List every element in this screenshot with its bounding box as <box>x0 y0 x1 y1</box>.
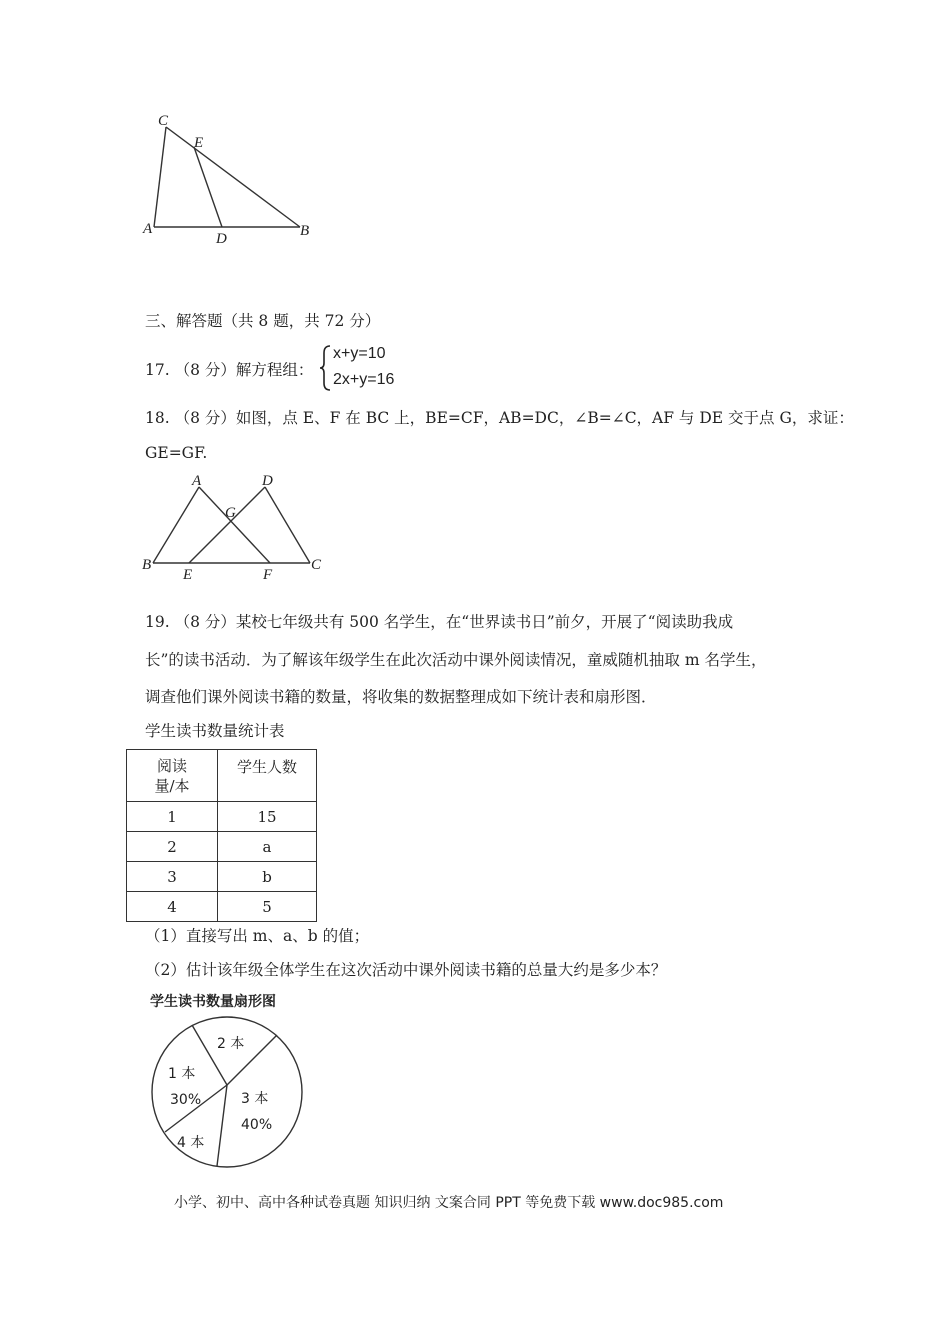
cell-count: b <box>218 862 317 892</box>
slice-boundary-1-2 <box>192 1025 227 1085</box>
label-e: E <box>183 567 193 583</box>
q17-text: 17. （8 分）解方程组： <box>145 361 314 379</box>
segment-cd <box>265 487 310 563</box>
table-row <box>127 862 317 892</box>
footer-text: 小学、初中、高中各种试卷真题 知识归纳 文案合同 PPT 等免费下载 www.doc985.com <box>174 1195 724 1211</box>
equation-2: 2x+y=16 <box>333 371 395 388</box>
section-heading: 三、解答题（共 8 题，共 72 分） <box>145 312 381 330</box>
segment-ca <box>154 127 166 227</box>
slice-boundary-3-4 <box>217 1085 227 1166</box>
label-a: A <box>143 221 153 237</box>
triangles-figure-2 <box>135 465 335 585</box>
cell-amount: 3 <box>127 862 218 892</box>
pie-chart-title: 学生读书数量扇形图 <box>150 994 276 1010</box>
segment-af <box>199 487 270 563</box>
label-f: F <box>263 567 273 583</box>
q19-text-line3: 调查他们课外阅读书籍的数量，将收集的数据整理成如下统计表和扇形图． <box>145 688 657 706</box>
cell-amount: 2 <box>127 832 218 862</box>
label-d: D <box>262 473 273 489</box>
table-header-row <box>127 750 317 802</box>
slice-label-2: 2 本 <box>217 1036 245 1052</box>
cell-amount: 1 <box>127 802 218 832</box>
segment-de <box>189 487 265 563</box>
slice-pct-3: 40% <box>241 1117 273 1133</box>
header-reading-amount-line1: 阅读 <box>156 756 187 775</box>
cell-count: 5 <box>218 892 317 922</box>
table-row <box>127 832 317 862</box>
label-g: G <box>225 505 236 521</box>
label-e: E <box>194 135 204 151</box>
equation-brace <box>318 343 332 393</box>
cell-count: 15 <box>218 802 317 832</box>
label-c: C <box>311 557 322 573</box>
slice-label-4: 4 本 <box>177 1135 205 1151</box>
label-b: B <box>300 223 310 239</box>
label-d: D <box>216 231 227 245</box>
label-a: A <box>192 473 202 489</box>
reading-stats-table <box>126 749 317 922</box>
slice-pct-1: 30% <box>170 1092 202 1108</box>
q19-sub2: （2）估计该年级全体学生在这次活动中课外阅读书籍的总量大约是多少本？ <box>145 961 667 979</box>
slice-label-1: 1 本 <box>168 1066 196 1082</box>
segment-ba <box>153 487 199 563</box>
equation-1: x+y=10 <box>333 345 386 362</box>
q18-text-line1: 18. （8 分）如图，点 E、F 在 BC 上，BE=CF，AB=DC，∠B=∠C，AF 与 DE 交于点 G，求证： <box>145 409 854 427</box>
cell-amount: 4 <box>127 892 218 922</box>
table-title: 学生读书数量统计表 <box>145 722 285 740</box>
segment-cb <box>166 127 300 227</box>
q19-sub1: （1）直接写出 m、a、b 的值； <box>145 927 370 945</box>
q18-text-line2: GE=GF. <box>145 444 208 462</box>
header-reading-amount-line2: 量/本 <box>154 776 190 795</box>
header-reading-amount <box>127 750 218 802</box>
table-row <box>127 802 317 832</box>
triangle-figure-1 <box>130 105 330 245</box>
label-b: B <box>142 557 152 573</box>
label-c: C <box>158 113 169 129</box>
table-row <box>127 892 317 922</box>
q19-text-line1: 19. （8 分）某校七年级共有 500 名学生，在“世界读书日”前夕，开展了“阅读助我成 <box>145 613 734 631</box>
pie-chart <box>145 1010 310 1172</box>
cell-count: a <box>218 832 317 862</box>
slice-label-3: 3 本 <box>241 1091 269 1107</box>
header-student-count: 学生人数 <box>218 750 317 802</box>
q19-text-line2: 长”的读书活动．为了解该年级学生在此次活动中课外阅读情况，童威随机抽取 m 名学生， <box>145 651 767 669</box>
